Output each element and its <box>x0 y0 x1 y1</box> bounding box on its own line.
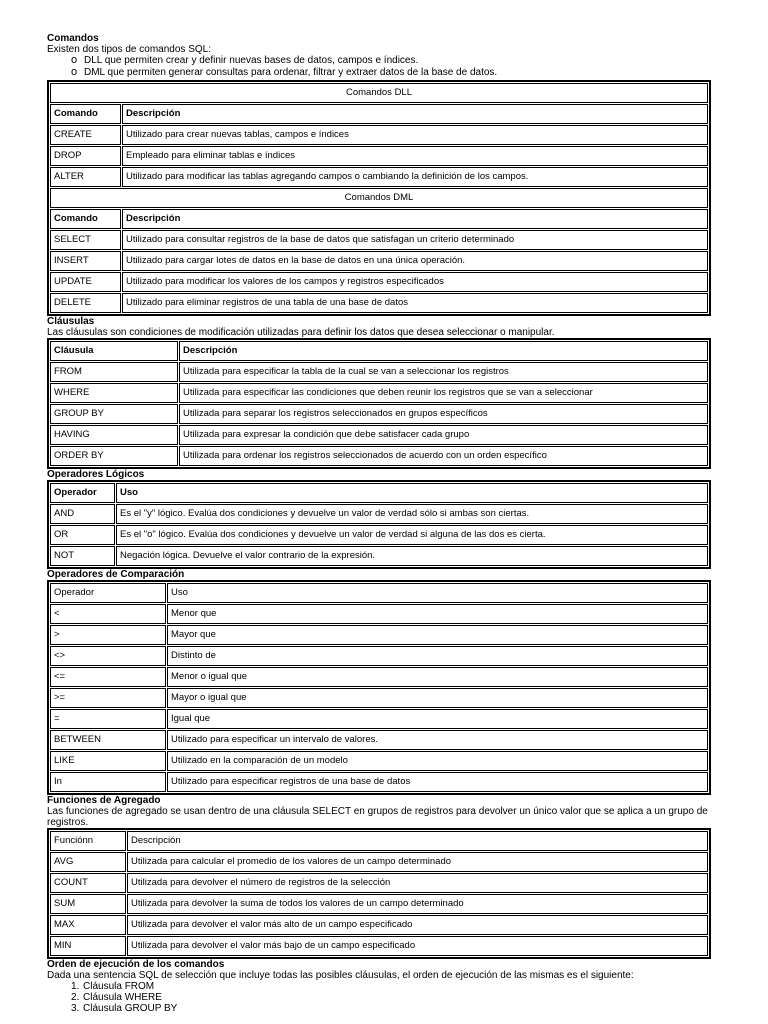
cell-description: Empleado para eliminar tablas e índices <box>122 146 708 166</box>
cell-description: Utilizada para expresar la condición que debe satisfacer cada grupo <box>179 425 708 445</box>
cell-operator: OR <box>50 525 115 545</box>
table-header-row <box>50 104 708 124</box>
cell-clause: GROUP BY <box>50 404 178 424</box>
comandos-table <box>47 80 711 316</box>
cell-description: Utilizado para crear nuevas tablas, campos e índices <box>122 125 708 145</box>
cell-description: Utilizado para modificar los valores de los campos y registros especificados <box>122 272 708 292</box>
cell-description: Utilizada para ordenar los registros seleccionados de acuerdo con un orden específico <box>179 446 708 466</box>
table-title-row <box>50 188 708 208</box>
cell-command: SELECT <box>50 230 121 250</box>
table-title-row <box>50 83 708 103</box>
cell-usage: Utilizado para especificar un intervalo de valores. <box>167 730 708 750</box>
table-row <box>50 894 708 914</box>
column-header: Comando <box>50 209 121 229</box>
cell-usage: Es el "o" lógico. Evalúa dos condiciones y devuelve un valor de verdad si alguna de las dos es cierta. <box>116 525 708 545</box>
cell-function: AVG <box>50 852 126 872</box>
cell-description: Utilizada para especificar las condiciones que deben reunir los registros que se van a seleccionar <box>179 383 708 403</box>
column-header: Cláusula <box>50 341 178 361</box>
cell-usage: Igual que <box>167 709 708 729</box>
table-row <box>50 646 708 666</box>
cell-usage: Mayor o igual que <box>167 688 708 708</box>
table-row <box>50 772 708 792</box>
table-header-row <box>50 209 708 229</box>
cell-usage: Distinto de <box>167 646 708 666</box>
cell-description: Utilizada para calcular el promedio de los valores de un campo determinado <box>127 852 708 872</box>
document-page <box>47 33 711 1014</box>
cell-description: Utilizada para devolver el número de registros de la selección <box>127 873 708 893</box>
table-row <box>50 125 708 145</box>
cell-description: Utilizado para consultar registros de la base de datos que satisfagan un criterio determinado <box>122 230 708 250</box>
section-title-comandos: Comandos <box>47 33 99 44</box>
column-header: Operador <box>50 483 115 503</box>
agregado-table <box>47 828 711 959</box>
clausulas-intro: Las cláusulas son condiciones de modificación utilizadas para definir los datos que desea seleccionar o manipular. <box>47 327 555 338</box>
cell-usage: Utilizado en la comparación de un modelo <box>167 751 708 771</box>
table-row <box>50 230 708 250</box>
cell-clause: WHERE <box>50 383 178 403</box>
table-row <box>50 667 708 687</box>
cell-operator: In <box>50 772 166 792</box>
column-header: Comando <box>50 104 121 124</box>
cell-description: Utilizado para modificar las tablas agregando campos o cambiando la definición de los campos. <box>122 167 708 187</box>
bullet-item: o DML que permiten generar consultas para ordenar, filtrar y extraer datos de la base de datos. <box>71 66 498 78</box>
table-row <box>50 625 708 645</box>
dml-table-title: Comandos DML <box>50 188 708 208</box>
cell-command: INSERT <box>50 251 121 271</box>
cell-usage: Utilizado para especificar registros de una base de datos <box>167 772 708 792</box>
table-row <box>50 251 708 271</box>
cell-description: Utilizada para devolver el valor más alto de un campo especificado <box>127 915 708 935</box>
cell-usage: Mayor que <box>167 625 708 645</box>
cell-function: COUNT <box>50 873 126 893</box>
dll-table-title: Comandos DLL <box>50 83 708 103</box>
comandos-intro: Existen dos tipos de comandos SQL: <box>47 44 211 55</box>
column-header: Uso <box>167 583 708 603</box>
table-row <box>50 146 708 166</box>
cell-command: DELETE <box>50 293 121 313</box>
cell-usage: Es el "y" lógico. Evalúa dos condiciones y devuelve un valor de verdad sólo si ambas son ciertas. <box>116 504 708 524</box>
cell-description: Utilizada para devolver el valor más bajo de un campo especificado <box>127 936 708 956</box>
cell-clause: FROM <box>50 362 178 382</box>
table-row <box>50 446 708 466</box>
cell-operator: = <box>50 709 166 729</box>
table-row <box>50 293 708 313</box>
section-title-comparacion: Operadores de Comparación <box>47 569 185 580</box>
section-title-orden: Orden de ejecución de los comandos <box>47 959 225 970</box>
cell-description: Utilizada para especificar la tabla de la cual se van a seleccionar los registros <box>179 362 708 382</box>
ordered-list <box>47 981 711 1014</box>
table-header-row <box>50 483 708 503</box>
table-header-row <box>50 341 708 361</box>
cell-function: MAX <box>50 915 126 935</box>
cell-command: UPDATE <box>50 272 121 292</box>
list-item: 1. Cláusula FROM <box>71 981 155 992</box>
cell-command: DROP <box>50 146 121 166</box>
table-row <box>50 915 708 935</box>
bullet-item: o DLL que permiten crear y definir nuevas bases de datos, campos e índices. <box>71 54 419 66</box>
cell-command: CREATE <box>50 125 121 145</box>
table-row <box>50 730 708 750</box>
list-item: 2. Cláusula WHERE <box>71 992 162 1003</box>
comparacion-table <box>47 580 711 795</box>
cell-function: SUM <box>50 894 126 914</box>
cell-clause: HAVING <box>50 425 178 445</box>
agregado-intro: Las funciones de agregado se usan dentro de una cláusula SELECT en grupos de registros para devolver un único valor que se aplica a un grupo de registros. <box>47 806 708 828</box>
table-header-row <box>50 583 708 603</box>
logicos-table <box>47 480 711 569</box>
table-row <box>50 546 708 566</box>
cell-description: Utilizada para separar los registros seleccionados en grupos específicos <box>179 404 708 424</box>
column-header: Descripción <box>127 831 708 851</box>
cell-operator: <> <box>50 646 166 666</box>
cell-usage: Menor o igual que <box>167 667 708 687</box>
table-row <box>50 936 708 956</box>
table-row <box>50 504 708 524</box>
bullet-marker-icon: o <box>71 66 78 78</box>
table-row <box>50 688 708 708</box>
column-header: Operador <box>50 583 166 603</box>
cell-operator: AND <box>50 504 115 524</box>
table-row <box>50 751 708 771</box>
bullet-marker-icon: o <box>71 54 78 66</box>
table-row <box>50 362 708 382</box>
column-header: Funciónn <box>50 831 126 851</box>
table-row <box>50 525 708 545</box>
cell-operator: > <box>50 625 166 645</box>
orden-intro: Dada una sentencia SQL de selección que incluye todas las posibles cláusulas, el orden de ejecución de las mismas es el siguiente: <box>47 970 634 981</box>
table-row <box>50 852 708 872</box>
table-row <box>50 604 708 624</box>
cell-operator: NOT <box>50 546 115 566</box>
column-header: Descripción <box>122 104 708 124</box>
cell-operator: <= <box>50 667 166 687</box>
column-header: Descripción <box>122 209 708 229</box>
column-header: Uso <box>116 483 708 503</box>
table-row <box>50 383 708 403</box>
table-row <box>50 873 708 893</box>
cell-usage: Negación lógica. Devuelve el valor contrario de la expresión. <box>116 546 708 566</box>
clausulas-table <box>47 338 711 469</box>
cell-description: Utilizada para devolver la suma de todos los valores de un campo determinado <box>127 894 708 914</box>
cell-clause: ORDER BY <box>50 446 178 466</box>
table-row <box>50 425 708 445</box>
section-title-logicos: Operadores Lógicos <box>47 469 145 480</box>
cell-description: Utilizado para eliminar registros de una tabla de una base de datos <box>122 293 708 313</box>
cell-operator: >= <box>50 688 166 708</box>
table-row <box>50 709 708 729</box>
column-header: Descripción <box>179 341 708 361</box>
table-row <box>50 167 708 187</box>
cell-operator: < <box>50 604 166 624</box>
section-title-agregado: Funciones de Agregado <box>47 795 161 806</box>
cell-operator: BETWEEN <box>50 730 166 750</box>
list-item: 3. Cláusula GROUP BY <box>71 1003 178 1014</box>
cell-command: ALTER <box>50 167 121 187</box>
cell-function: MIN <box>50 936 126 956</box>
table-header-row <box>50 831 708 851</box>
cell-usage: Menor que <box>167 604 708 624</box>
table-row <box>50 272 708 292</box>
section-title-clausulas: Cláusulas <box>47 316 95 327</box>
cell-description: Utilizado para cargar lotes de datos en la base de datos en una única operación. <box>122 251 708 271</box>
table-row <box>50 404 708 424</box>
cell-operator: LIKE <box>50 751 166 771</box>
